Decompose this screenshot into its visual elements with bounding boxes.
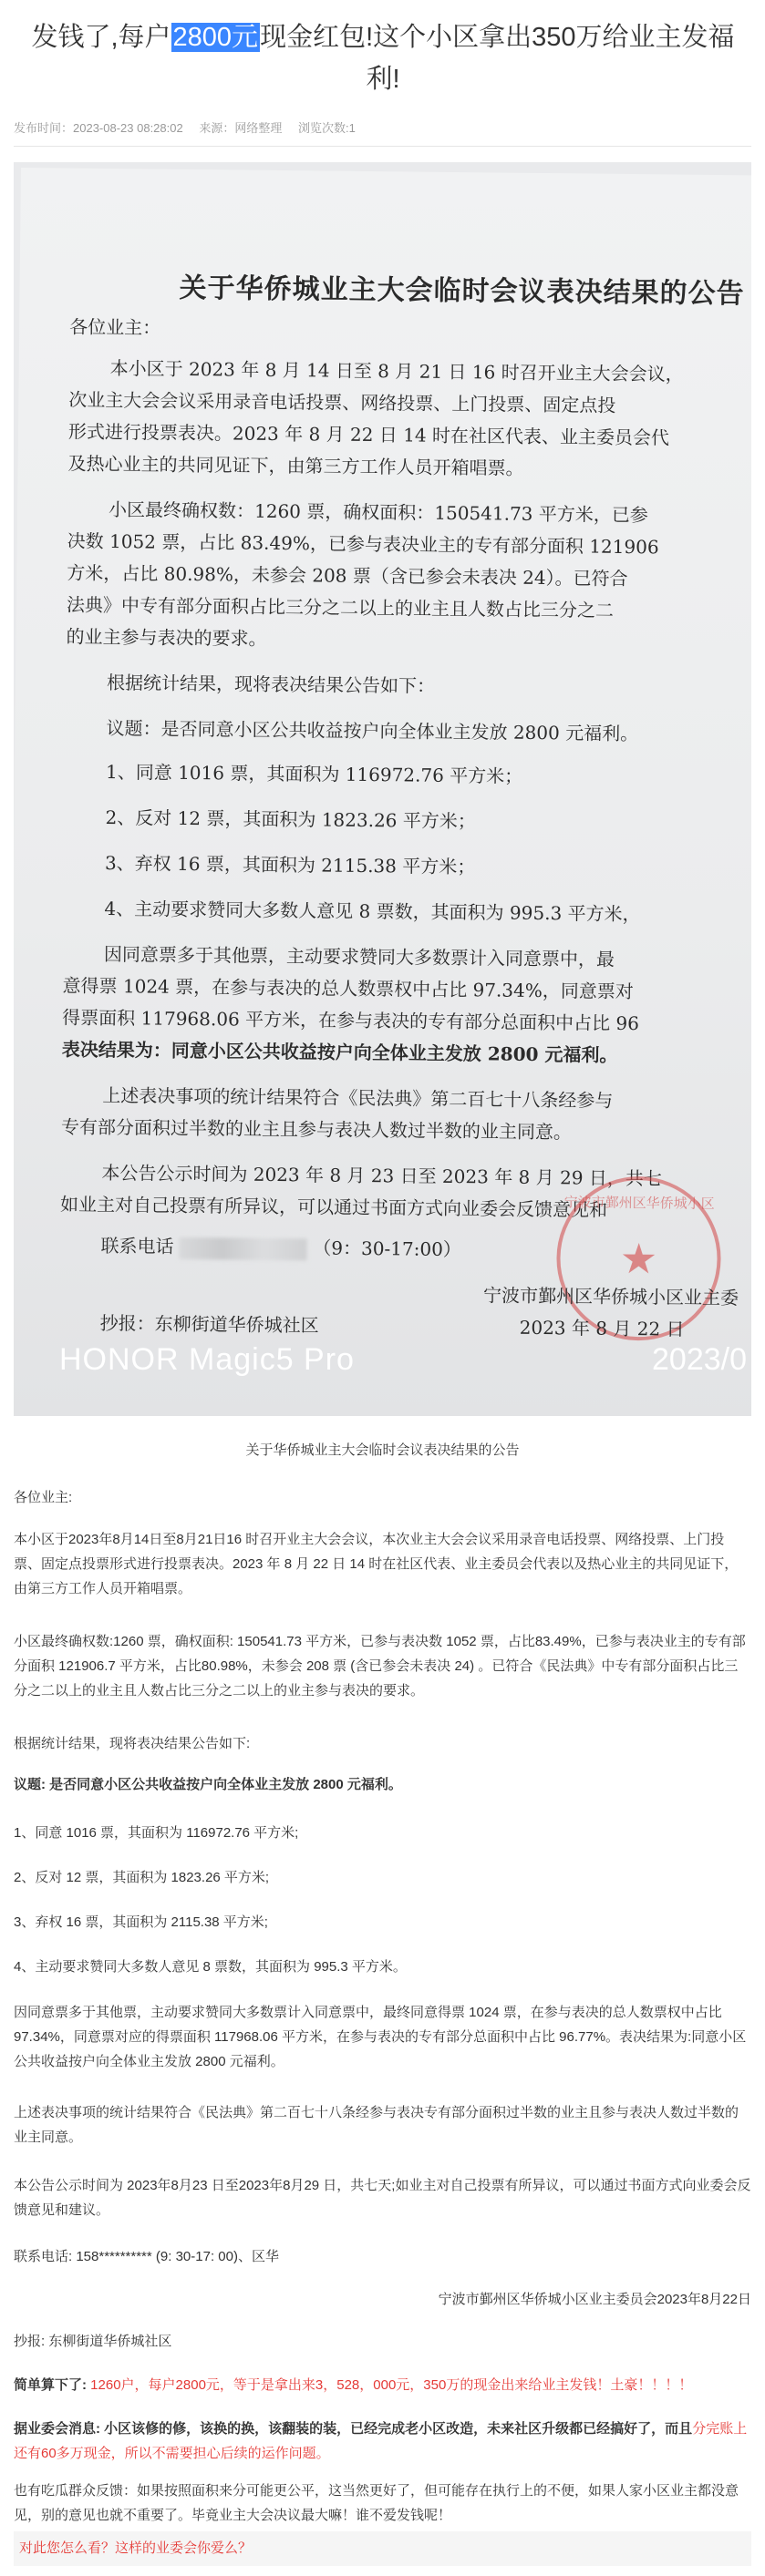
photo-line: 次业主大会会议采用录音电话投票、网络投票、上门投票、固定点投 [68,388,616,416]
paragraph: 因同意票多于其他票，主动要求赞同大多数票计入同意票中，最终同意得票 1024 票，在参与表决的总人数票权中占比 97.34%，同意票对应的得票面积 117968.06 平方米，在参与表决的专有部分总面积中占比 96.77%。表决结果为:同意小区公共收益按户向全体业主发放 2800 元福利。 [14,2005,747,2069]
photo-line: 形式进行投票表决。2023 年 8 月 22 日 14 时在社区代表、业主委员会代 [67,420,670,449]
seal-text: 宁波市鄞州区华侨城小区 [563,1194,715,1213]
photo-line: 小区最终确权数：1260 票，确权面积：150541.73 平方米，已参 [108,498,648,527]
photo-line: 因同意票多于其他票，主动要求赞同大多数票计入同意票中，最 [103,943,615,970]
photo-line: 2023 年 8 月 22 日 [519,1316,685,1340]
notice-paper [14,168,751,1416]
photo-line: 方米，占比 80.98%，未参会 208 票（含已参会未表决 24）。已符合 [67,561,628,590]
photo-line: 2、反对 12 票，其面积为 1823.26 平方米； [105,806,476,833]
photo-line: 及热心业主的共同见证下，由第三方工作人员开箱唱票。 [67,452,524,479]
photo-line [100,1233,461,1262]
paragraph: 也有吃瓜群众反馈：如果按照面积来分可能更公平，这当然更好了，但可能存在执行上的不便，如果人家小区业主都没意见，别的意见也就不重要了。毕竟业主大会决议最大嘛！谁不爱发钱呢！ [14,2483,739,2523]
photo-line: 如业主对自己投票有所异议，可以通过书面方式向业委会反馈意见和 [59,1193,608,1221]
photo-line: 法典》中专有部分面积占比三分之二以上的业主且人数占比三分之二 [66,593,615,621]
photo-line: 4、主动要求赞同大多数人意见 8 票数，其面积为 995.3 平方米， [104,898,641,926]
topic: 议题: 是否同意小区公共收益按户向全体业主发放 2800 元福利。 [14,1777,402,1792]
signature: 宁波市鄞州区华侨城小区业主委员会2023年8月22日 [438,2292,751,2307]
paragraph: 本小区于2023年8月14日至8月21日16 时召开业主大会会议，本次业主大会会议采用录音电话投票、网络投票、上门投票、固定点投票形式进行投票表决。2023 年 8 月 22 日 14 时在社区代表、业主委员会代表以及热心业主的共同见证下，由第三方工作人员开箱唱票。 [14,1532,739,1596]
photo-line: 1、同意 1016 票，其面积为 116972.76 平方米； [105,761,523,787]
phone-hours: （9：30-17:00） [313,1237,462,1261]
photo-line: 本小区于 2023 年 8 月 14 日至 8 月 21 日 16 时召开业主大会会议， [109,357,684,385]
blurred-phone [180,1237,307,1259]
divider [14,146,751,147]
calc-text: 1260户，每户2800元，等于是拿出来3，528，000元，350万的现金出来给业主发钱！土豪！！！！ [87,2377,693,2393]
photo-line: 决数 1052 票，占比 83.49%，已参与表决业主的专有部分面积 121906 [67,529,659,559]
view-count: 浏览次数:1 [297,121,356,135]
source: 来源：网络整理 [199,121,283,135]
title-highlight: 2800元 [172,23,259,52]
cc: 抄报: 东柳街道华侨城社区 [14,2334,172,2349]
calc-paragraph [14,2373,751,2397]
photo-line: 抄报：东柳街道华侨城社区 [99,1311,319,1337]
calc-label: 简单算下了: [14,2377,87,2393]
camera-watermark: HONOR Magic5 Pro [59,1342,355,1377]
vote-item: 2、反对 12 票，其面积为 1823.26 平方米; [14,1870,270,1885]
paragraph: 上述表决事项的统计结果符合《民法典》第二百七十八条经参与表决专有部分面积过半数的业主且参与表决人数过半数的业主同意。 [14,2105,739,2145]
greeting: 各位业主: [14,1490,73,1505]
committee-text-red: 分完账上还有60多万现金，所以不需要担心后续的运作问题。 [14,2421,748,2461]
photo-line: 宁波市鄞州区华侨城小区业主委 [482,1284,739,1309]
notice-photo [14,162,751,1416]
contact: 联系电话: 158********** (9: 30-17: 00)、区华 [14,2249,279,2264]
star-icon: ★ [619,1233,658,1284]
vote-item: 1、同意 1016 票，其面积为 116972.76 平方米; [14,1825,299,1841]
photo-line: 意得票 1024 票，在参与表决的总人数票权中占比 97.34%，同意票对 [62,974,634,1003]
photo-line: 表决结果为：同意小区公共收益按户向全体业主发放 2800 元福利。 [61,1038,618,1066]
article-meta [14,118,368,136]
photo-line: 议题：是否同意小区公共收益按户向全体业主发放 2800 元福利。 [106,717,639,745]
date-watermark: 2023/0 [652,1342,747,1377]
photo-line: 的业主参与表决的要求。 [66,625,267,650]
committee-label: 据业委会消息: [14,2421,100,2437]
title-after: 现金红包!这个小区拿出350万给业主发福利! [260,23,735,94]
committee-paragraph [14,2417,751,2466]
photo-line: 3、弃权 16 票，其面积为 2115.38 平方米； [104,852,476,878]
vote-item: 4、主动要求赞同大多数人意见 8 票数，其面积为 995.3 平方米。 [14,1959,407,1975]
paragraph: 本公告公示时间为 2023年8月23 日至2023年8月29 日，共七天;如业主对自己投票有所异议，可以通过书面方式向业委会反馈意见和建议。 [14,2178,751,2218]
article-title [27,16,739,100]
title-before: 发钱了,每户 [31,23,171,52]
photo-line: 上述表决事项的统计结果符合《民法典》第二百七十八条经参与 [102,1083,614,1112]
phone-label: 联系电话 [100,1234,174,1257]
photo-line: 本公告公示时间为 2023 年 8 月 23 日至 2023 年 8 月 29 日，共七 [101,1161,662,1190]
photo-line: 根据统计结果，现将表决结果公告如下： [106,672,436,697]
paragraph: 小区最终确权数:1260 票，确权面积: 150541.73 平方米，已参与表决数 1052 票，占比83.49%，已参与表决业主的专有部分面积 121906.7 平方米，占比80.98%，未参会 208 票 (含已参会未表决 24) 。已符合《民法典》中专有部分面积占比三分之二以上的业主且人数占比三分之二以上的业主参与表决的要求。 [14,1634,746,1699]
paragraph [14,1772,751,1797]
notice-title: 关于华侨城业主大会临时会议表决结果的公告 [179,272,745,311]
vote-item: 3、弃权 16 票，其面积为 2115.38 平方米; [14,1914,268,1930]
photo-line: 得票面积 117968.06 平方米，在参与表决的专有部分总面积中占比 96 [62,1006,640,1035]
publish-time: 发布时间：2023-08-23 08:28:02 [14,121,183,135]
footer-question: 对此您怎么看？这样的业委会你爱么？ [14,2531,751,2566]
photo-line: 各位业主： [69,315,161,339]
paragraph: 根据统计结果，现将表决结果公告如下: [14,1736,251,1751]
body-heading: 关于华侨城业主大会临时会议表决结果的公告 [245,1442,520,1458]
photo-line: 专有部分面积过半数的业主且参与表决人数过半数的业主同意。 [60,1115,573,1144]
committee-text: 小区该修的修，该换的换，该翻装的装，已经完成老小区改造，未来社区升级都已经搞好了，而且 [100,2421,693,2437]
